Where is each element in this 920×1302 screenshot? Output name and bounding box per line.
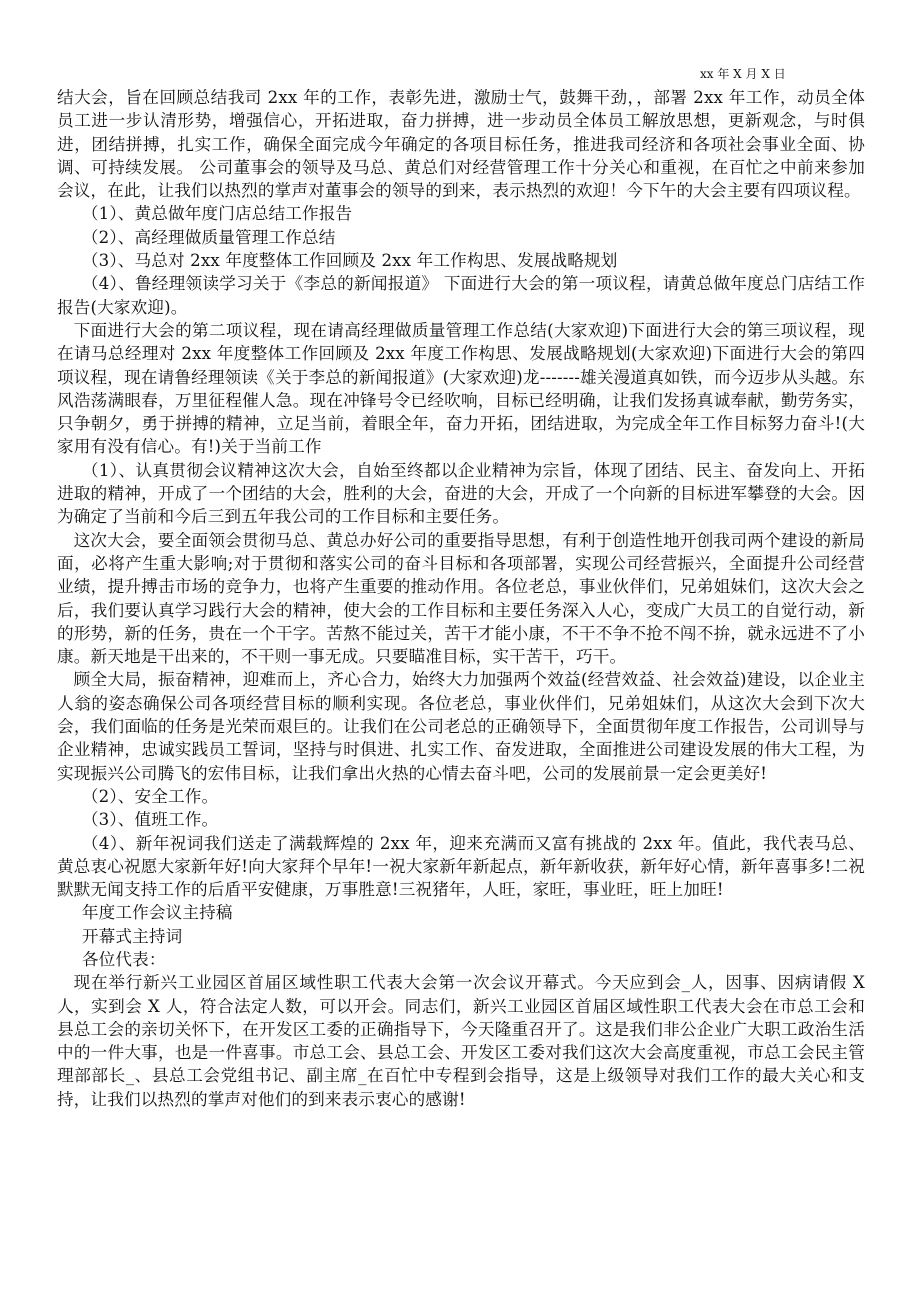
paragraph-opening-ceremony: 现在举行新兴工业园区首届区域性职工代表大会第一次会议开幕式。今天应到会_人，因事、因病请假 X 人，实到会 X 人，符合法定人数，可以开会。同志们，新兴工业园区首届区域性职工代表大会在市总工会和县总工会的亲切关怀下，在开发区工委的正确指导下，今天隆重召开了。这是我们非公企业广大职工政治生活中的一件大事，也是一件喜事。市总工会、县总工会、开发区工委对我们这次大会高度重视，市总工会民主管理部部长_、县总工会党组书记、副主席_在百忙中专程到会指导，这是上级领导对我们工作的最大关心和支持，让我们以热烈的掌声对他们的到来表示衷心的感谢! xyxy=(57,973,865,1109)
agenda-item-1: （1）、黄总做年度门店总结工作报告 xyxy=(81,204,353,224)
paragraph-overall-situation: 顾全大局，振奋精神，迎难而上，齐心合力，始终大力加强两个效益(经营效益、社会效益)建设，以企业主人翁的姿态确保公司各项经营目标的顺利实现。各位老总，事业伙伴们，兄弟姐妹们，从这次大会到下次大会，我们面临的任务是光荣而艰巨的。让我们在公司老总的正确领导下，全面贯彻年度工作报告，公司训导与企业精神，忠诚实践员工誓词，坚持与时俱进、扎实工作、奋发进取，全面推进公司建设发展的伟大工程，为实现振兴公司腾飞的宏伟目标，让我们拿出火热的心情去奋斗吧，公司的发展前景一定会更美好! xyxy=(57,670,865,783)
paragraph-work-item-1: （1）、认真贯彻会议精神这次大会，自始至终都以企业精神为宗旨，体现了团结、民主、奋发向上、开拓进取的精神，开成了一个团结的大会，胜利的大会，奋进的大会，开成了一个向新的目标进军攀登的大会。因为确定了当前和今后三到五年我公司的工作目标和主要任务。 xyxy=(57,460,865,527)
salutation: 各位代表： xyxy=(81,949,166,969)
paragraph-agenda-progress: 下面进行大会的第二项议程，现在请高经理做质量管理工作总结(大家欢迎)下面进行大会的第三项议程，现在请马总经理对 2xx 年度整体工作回顾及 2xx 年度工作构思、发展战略规划(大家欢迎)下面进行大会的第四项议程，现在请鲁经理领读《关于李总的新闻报道》(大家欢迎)龙-------雄关漫道真如铁，而今迈步从头越。东风浩荡满眼春，万里征程催人急。现在冲锋号令已经吹响，目标已经明确，让我们发扬真诚奉献，勤劳务实，只争朝夕，勇于拼搏的精神，立足当前，着眼全年，奋力开拓，团结进取，为完成全年工作目标努力奋斗!(大家用有没有信心。有!)关于当前工作 xyxy=(57,320,865,457)
work-item-2: （2）、安全工作。 xyxy=(81,786,219,806)
document-date: xx 年 X 月 X 日 xyxy=(700,67,786,81)
work-item-3: （3）、值班工作。 xyxy=(81,810,219,830)
agenda-item-4: （4）、鲁经理领读学习关于《李总的新闻报道》 下面进行大会的第一项议程，请黄总做年度总门店结工作报告(大家欢迎)。 xyxy=(57,274,865,317)
agenda-item-3: （3）、马总对 2xx 年度整体工作回顾及 2xx 年工作构思、发展战略规划 xyxy=(81,251,618,271)
paragraph-meeting-spirit: 这次大会，要全面领会贯彻马总、黄总办好公司的重要指导思想，有利于创造性地开创我司两个建设的新局面，必将产生重大影响;对于贯彻和落实公司的奋斗目标和各项部署，实现公司经营振兴，全面提升公司经营业绩，提升搏击市场的竞争力，也将产生重要的推动作用。各位老总，事业伙伴们，兄弟姐妹们，这次大会之后，我们要认真学习践行大会的精神，使大会的工作目标和主要任务深入人心，变成广大员工的自觉行动，新的形势，新的任务，贵在一个干字。苦熬不能过关，苦干才能小康，不干不争不抢不闯不拚，就永远进不了小康。新天地是干出来的，不干则一事无成。只要瞄准目标，实干苦干，巧干。 xyxy=(57,530,865,667)
section-title-opening-speech: 开幕式主持词 xyxy=(81,926,183,946)
agenda-item-2: （2）、高经理做质量管理工作总结 xyxy=(81,227,336,247)
section-title-annual-meeting: 年度工作会议主持稿 xyxy=(81,903,233,923)
paragraph-new-year-wishes: （4）、新年祝词我们送走了满载辉煌的 2xx 年，迎来充满而又富有挑战的 2xx 年。值此，我代表马总、黄总衷心祝愿大家新年好!向大家拜个早年!一祝大家新年新起点，新年新收获，新年好心情，新年喜事多!二祝默默无闻支持工作的后盾平安健康，万事胜意!三祝猪年，人旺，家旺，事业旺，旺上加旺! xyxy=(57,833,865,900)
paragraph-opening: 结大会，旨在回顾总结我司 2xx 年的工作，表彰先进，激励士气，鼓舞干劲，，部署 2xx 年工作，动员全体员工进一步认清形势，增强信心，开拓进取，奋力拼搏，进一步动员全体员工解放思想，更新观念，与时俱进，团结拼搏，扎实工作，确保全面完成今年确定的各项目标任务，推进我司经济和各项社会事业全面、协调、可持续发展。 公司董事会的领导及马总、黄总们对经营管理工作十分关心和重视，在百忙之中前来参加会议，在此，让我们以热烈的掌声对董事会的领导的到来，表示热烈的欢迎！今下午的大会主要有四项议程。 xyxy=(57,88,865,201)
document-body xyxy=(57,86,865,1111)
